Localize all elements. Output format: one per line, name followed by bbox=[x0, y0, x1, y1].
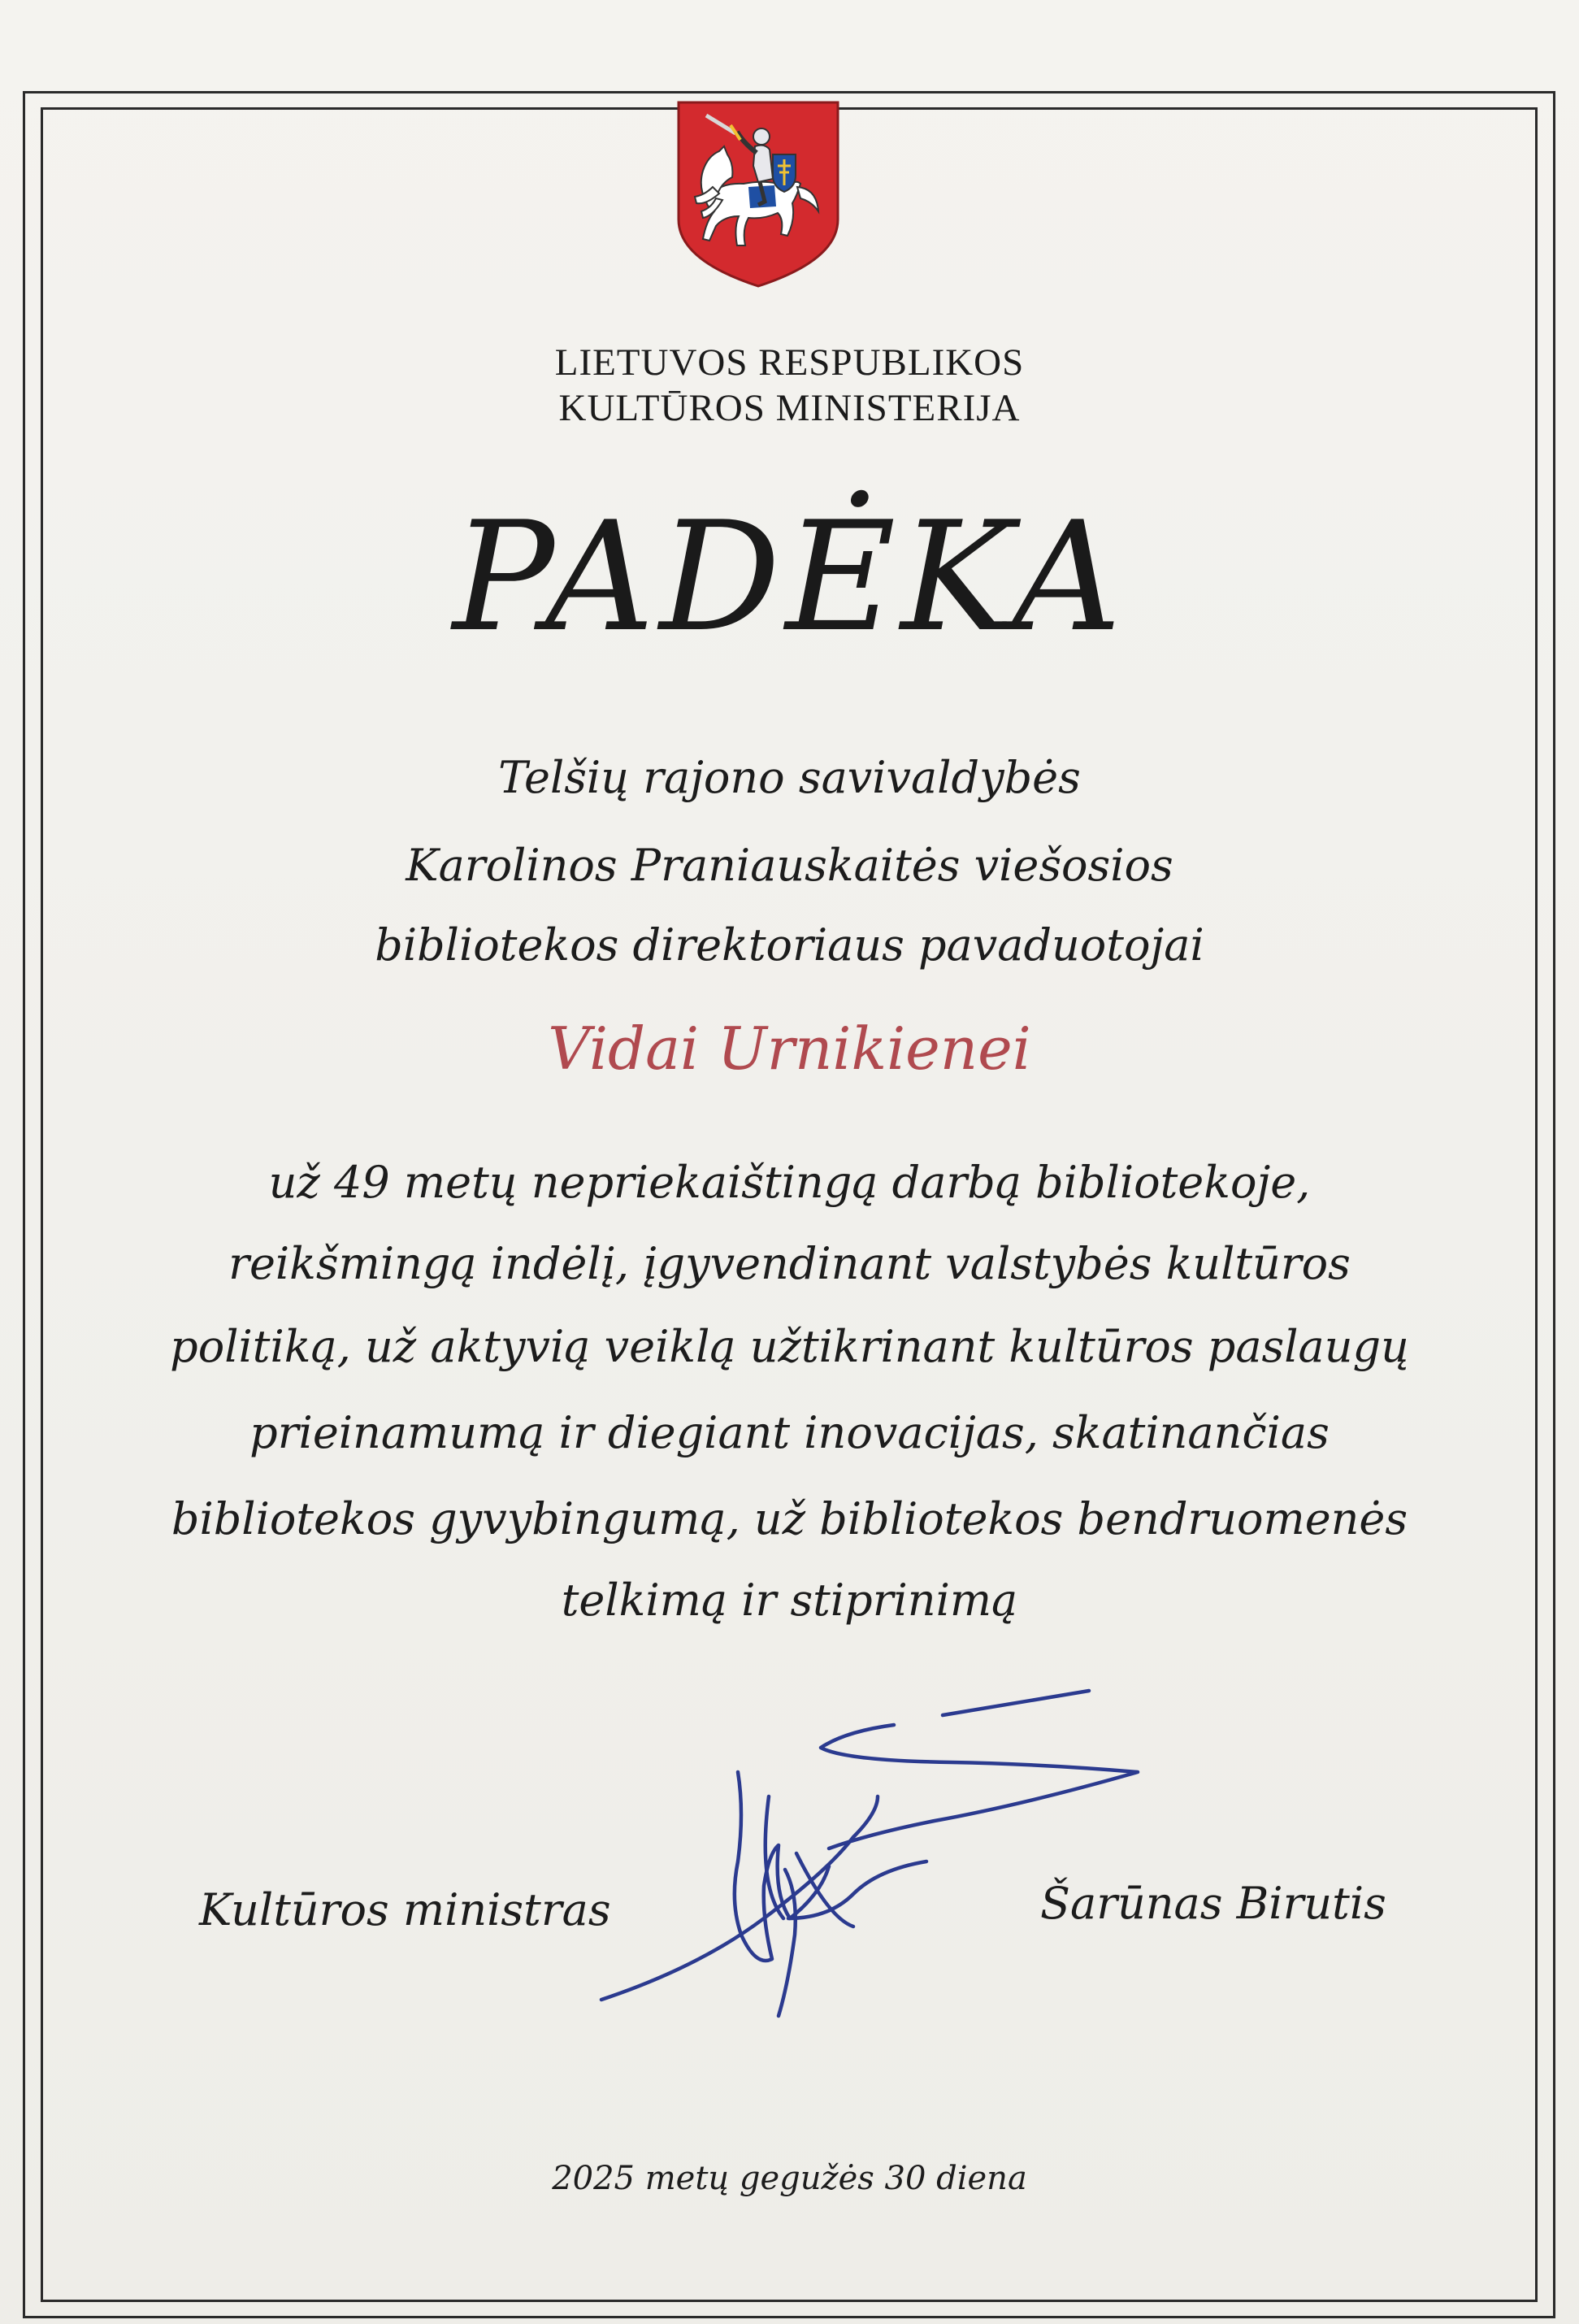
signatory-role: Kultūros ministras bbox=[199, 1884, 611, 1935]
recipient-name: Vidai Urnikienei bbox=[548, 1014, 1031, 1083]
issue-date: 2025 metų gegužės 30 diena bbox=[552, 2160, 1027, 2197]
signatory-name: Šarūnas Birutis bbox=[1040, 1878, 1386, 1929]
reason-line: bibliotekos gyvybingumą, už bibliotekos bendruomenės bbox=[171, 1493, 1408, 1544]
reason-line: politiką, už aktyvią veiklą užtikrinant kultūros paslaugų bbox=[170, 1321, 1409, 1372]
reason-line: už 49 metų nepriekaištingą darbą bibliotekoje, bbox=[268, 1157, 1311, 1208]
ministry-name-line-2: KULTŪROS MINISTERIJA bbox=[558, 387, 1021, 429]
addressee-line: Karolinos Praniauskaitės viešosios bbox=[406, 840, 1173, 891]
lithuanian-coat-of-arms-icon bbox=[674, 98, 843, 291]
reason-line: telkimą ir stiprinimą bbox=[561, 1575, 1018, 1626]
reason-line: reikšmingą indėlį, įgyvendinant valstybės kultūros bbox=[228, 1238, 1351, 1289]
certificate-title: PADĖKA bbox=[452, 489, 1127, 665]
addressee-line: bibliotekos direktoriaus pavaduotojai bbox=[375, 919, 1204, 971]
reason-line: prieinamumą ir diegiant inovacijas, skatinančias bbox=[249, 1407, 1330, 1458]
addressee-line: Telšių rajono savivaldybės bbox=[498, 752, 1081, 803]
ministry-name-line-1: LIETUVOS RESPUBLIKOS bbox=[554, 341, 1025, 384]
